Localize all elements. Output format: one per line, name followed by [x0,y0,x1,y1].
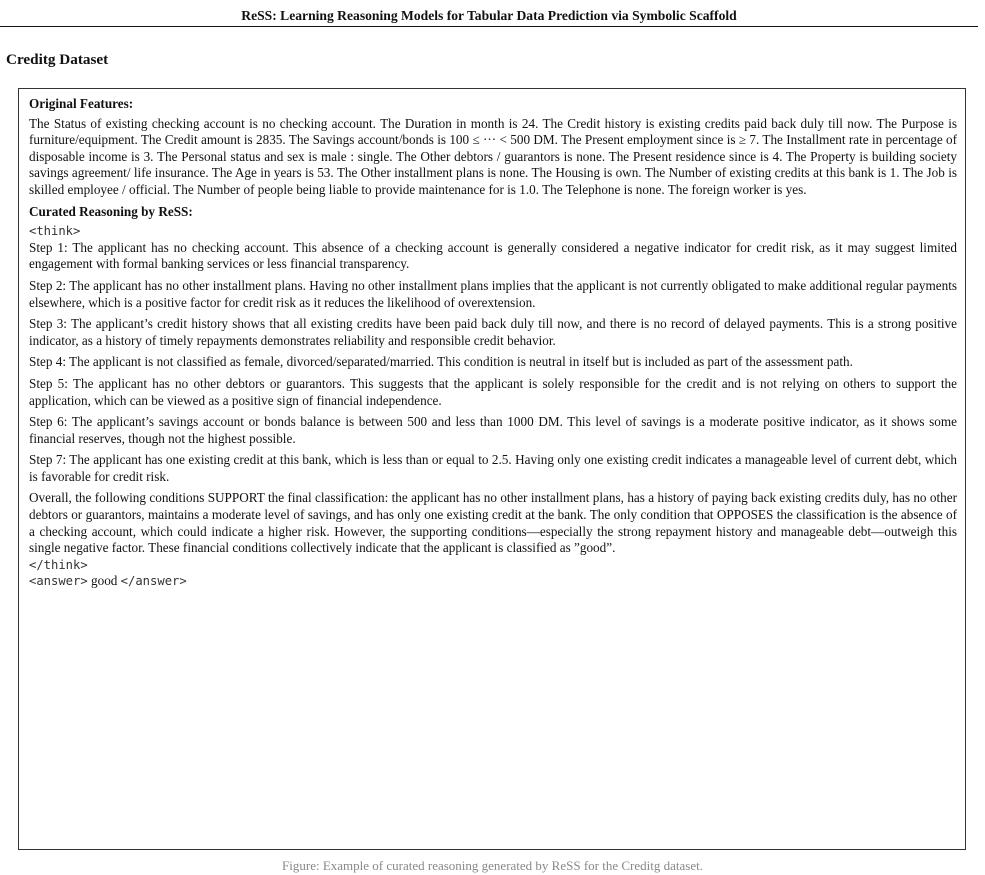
answer-open-tag: <answer> [29,574,88,589]
section-title: Creditg Dataset [6,51,109,68]
reasoning-step-4: Step 4: The applicant is not classified as female, divorced/separated/married. This condition is neutral in itself but is included as part of the assessment path. [29,354,853,370]
original-features-text: The Status of existing checking account is no checking account. The Duration in month is 24. The Credit history is existing credits paid back duly till now. The Purpose is furniture/equipment. The Credit amount is 2835. The Savings account/bonds is 100 ≤ ··· < 500 DM. The Present employment since is ≥ 7. The Installment rate in percentage of disposable income is 3. The Personal status and sex is male : single. The Other debtors / guarantors is none. The Present residence since is 4. The Property is building society savings agreement/ life insurance. The Age in years is 53. The Other installment plans is none. The Housing is own. The Number of existing credits at this bank is 1. The Job is skilled employee / official. The Number of people being liable to provide maintenance for is 1.0. The Telephone is none. The foreign worker is yes. [29,115,957,197]
original-features-heading: Original Features: [29,96,134,111]
reasoning-step-5: Step 5: The applicant has no other debtors or guarantors. This suggests that the applicant is solely responsible for the credit and is not relying on others to support the application, which can be viewed as a positive sign of financial independence. [29,375,957,408]
answer-line [29,573,957,590]
think-close-tag: </think> [29,557,88,572]
reasoning-step-2: Step 2: The applicant has no other installment plans. Having no other installment plans implies that the applicant is not currently obligated to make additional regular payments elsewhere, which is a positive factor for credit risk as it reduces the likelihood of overextension. [29,277,957,310]
header-rule [0,26,978,27]
reasoning-step-6: Step 6: The applicant’s savings account or bonds balance is between 500 and less than 1000 DM. This level of savings is a moderate positive indicator, as it shows some financial reserves, though not the highest possible. [29,414,957,446]
curated-reasoning-heading: Curated Reasoning by ReSS: [29,203,193,219]
example-box [18,88,966,850]
answer-close-tag: </answer> [120,574,187,589]
reasoning-step-1: Step 1: The applicant has no checking account. This absence of a checking account is generally considered a negative indicator for credit risk, as it may suggest limited engagement with formal banking services or less financial transparency. [29,239,957,272]
overall-summary: Overall, the following conditions SUPPORT the final classification: the applicant has no other installment plans, has a history of paying back existing credits duly, has no other debtors or guarantors, maintains a moderate level of savings, and has only one existing credit at the bank. The only condition that OPPOSES the classification is the absence of a checking account, which could indicate a higher risk. However, the supporting conditions—especially the strong repayment history and manageable debt—outweigh this single negative factor. These financial conditions collectively indicate that the applicant is classified as ”good”. [29,490,957,556]
reasoning-step-7: Step 7: The applicant has one existing credit at this bank, which is less than or equal to 2.5. Having only one existing credit indicates a manageable level of current debt, which is favorable for credit risk. [29,452,957,484]
example-content [29,96,957,590]
running-header: ReSS: Learning Reasoning Models for Tabular Data Prediction via Symbolic Scaffold [241,8,737,23]
figure-caption: Figure: Example of curated reasoning generated by ReSS for the Creditg dataset. [282,858,703,873]
answer-value: good [87,573,121,589]
think-open-tag: <think> [29,224,81,239]
reasoning-step-3: Step 3: The applicant’s credit history shows that all existing credits have been paid back duly till now, and there is no record of delayed payments. This is a strong positive indicator, as a history of timely repayments demonstrates reliability and responsible credit behavior. [29,316,957,348]
